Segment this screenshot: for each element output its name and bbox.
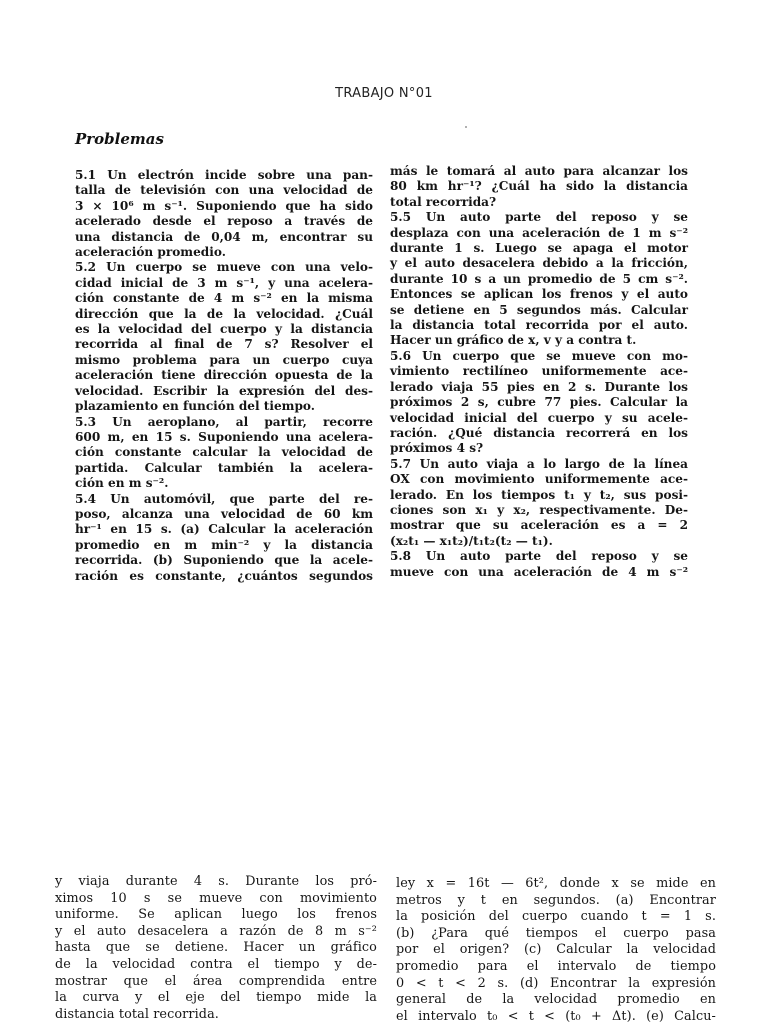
text-line: general de la velocidad promedio en xyxy=(396,992,716,1008)
text-line: 5.4 Un automóvil, que parte del re- xyxy=(75,491,373,506)
text-line: plazamiento en función del tiempo. xyxy=(75,399,315,414)
text-line: y el auto desacelera a razón de 8 m s⁻² xyxy=(55,923,377,939)
text-line: Hacer un gráfico de x, v y a contra t. xyxy=(390,333,637,348)
text-line: de la velocidad contra el tiempo y de- xyxy=(55,956,377,972)
text-line: cidad inicial de 3 m s⁻¹, y una acelera- xyxy=(75,275,373,290)
text-line: vimiento rectilíneo uniformemente ace- xyxy=(390,364,688,379)
text-line: ración es constante, ¿cuántos segundos xyxy=(75,568,373,583)
text-line: 5.3 Un aeroplano, al partir, recorre xyxy=(75,414,373,429)
text-line: poso, alcanza una velocidad de 60 km xyxy=(75,506,373,521)
text-line: 0 < t < 2 s. (d) Encontrar la expresión xyxy=(396,975,716,991)
text-line: aceleración promedio. xyxy=(75,245,226,260)
text-line: ción en m s⁻². xyxy=(75,476,169,491)
text-line: 5.1 Un electrón incide sobre una pan- xyxy=(75,168,373,182)
text-line: desplaza con una aceleración de 1 m s⁻² xyxy=(390,225,688,240)
text-line: mueve con una aceleración de 4 m s⁻² xyxy=(390,564,688,579)
text-line: la curva y el eje del tiempo mide la xyxy=(55,990,377,1006)
text-line: total recorrida? xyxy=(390,194,497,209)
text-line: talla de televisión con una velocidad de xyxy=(75,183,373,198)
text-line: mostrar que el área comprendida entre xyxy=(55,973,377,989)
text-line: lerado viaja 55 pies en 2 s. Durante los xyxy=(390,379,688,394)
text-line: (x₂t₁ — x₁t₂)/t₁t₂(t₂ — t₁). xyxy=(390,533,553,548)
text-line: es la velocidad del cuerpo y la distancia xyxy=(75,322,373,337)
text-line: mostrar que su aceleración es a = 2 xyxy=(390,518,688,533)
text-line: promedio para el intervalo de tiempo xyxy=(396,958,716,974)
text-line: ción constante de 4 m s⁻² en la misma xyxy=(75,291,373,306)
text-line: próximos 4 s? xyxy=(390,441,484,456)
problems-left-column xyxy=(75,168,373,584)
text-line: por el origen? (c) Calcular la velocidad xyxy=(396,942,716,958)
text-line: metros y t en segundos. (a) Encontrar xyxy=(396,892,716,908)
text-line: 80 km hr⁻¹? ¿Cuál ha sido la distancia xyxy=(390,179,688,194)
text-line: se detiene en 5 segundos más. Calcular xyxy=(390,302,688,317)
problem-continuation-left xyxy=(55,874,377,1023)
text-line: próximos 2 s, cubre 77 pies. Calcular la xyxy=(390,395,688,410)
text-line: ración. ¿Qué distancia recorrerá en los xyxy=(390,425,688,440)
text-line: durante 1 s. Luego se apaga el motor xyxy=(390,241,688,256)
text-line: ximos 10 s se mueve con movimiento xyxy=(55,890,377,906)
text-line: 600 m, en 15 s. Suponiendo una acelera- xyxy=(75,429,373,444)
text-line: 5.6 Un cuerpo que se mueve con mo- xyxy=(390,348,688,363)
text-line: uniforme. Se aplican luego los frenos xyxy=(55,907,377,923)
text-line: y viaja durante 4 s. Durante los pró- xyxy=(55,874,377,889)
document-title: TRABAJO N°01 xyxy=(335,86,433,101)
problems-right-column xyxy=(390,164,688,580)
text-line: dirección que la de la velocidad. ¿Cuál xyxy=(75,306,373,321)
text-line: el intervalo t₀ < t < (t₀ + Δt). (e) Calcu- xyxy=(396,1008,716,1024)
text-line: durante 10 s a un promedio de 5 cm s⁻². xyxy=(390,271,688,286)
scan-speck xyxy=(465,126,467,128)
text-line: partida. Calcular también la acelera- xyxy=(75,460,373,475)
text-line: 5.8 Un auto parte del reposo y se xyxy=(390,549,688,564)
text-line: y el auto desacelera debido a la fricción, xyxy=(390,256,688,271)
text-line: promedio en m min⁻² y la distancia xyxy=(75,537,373,552)
text-line: Entonces se aplican los frenos y el auto xyxy=(390,287,688,302)
text-line: velocidad inicial del cuerpo y su acele- xyxy=(390,410,688,425)
text-line: ley x = 16t — 6t², donde x se mide en xyxy=(396,876,716,891)
text-line: velocidad. Escribir la expresión del des- xyxy=(75,383,373,398)
text-line: ción constante calcular la velocidad de xyxy=(75,445,373,460)
text-line: lerado. En los tiempos t₁ y t₂, sus posi- xyxy=(390,487,688,502)
text-line: (b) ¿Para qué tiempos el cuerpo pasa xyxy=(396,925,716,941)
text-line: más le tomará al auto para alcanzar los xyxy=(390,164,688,178)
text-line: la distancia total recorrida por el auto. xyxy=(390,318,688,333)
text-line: 3 × 10⁶ m s⁻¹. Suponiendo que ha sido xyxy=(75,198,373,213)
text-line: recorrida. (b) Suponiendo que la acele- xyxy=(75,553,373,568)
text-line: OX con movimiento uniformemente ace- xyxy=(390,472,688,487)
text-line: acelerado desde el reposo a través de xyxy=(75,214,373,229)
text-line: hasta que se detiene. Hacer un gráfico xyxy=(55,940,377,956)
text-line: una distancia de 0,04 m, encontrar su xyxy=(75,229,373,244)
text-line: 5.5 Un auto parte del reposo y se xyxy=(390,210,688,225)
text-line: 5.7 Un auto viaja a lo largo de la línea xyxy=(390,456,688,471)
text-line: aceleración tiene dirección opuesta de la xyxy=(75,368,373,383)
text-line: ciones son x₁ y x₂, respectivamente. De- xyxy=(390,502,688,517)
problem-continuation-right xyxy=(396,876,716,1025)
section-heading: Problemas xyxy=(75,130,164,148)
text-line: hr⁻¹ en 15 s. (a) Calcular la aceleración xyxy=(75,522,373,537)
text-line: recorrida al final de 7 s? Resolver el xyxy=(75,337,373,352)
text-line: mismo problema para un cuerpo cuya xyxy=(75,352,373,367)
text-line: distancia total recorrida. xyxy=(55,1006,219,1022)
text-line: la posición del cuerpo cuando t = 1 s. xyxy=(396,909,716,925)
text-line: 5.2 Un cuerpo se mueve con una velo- xyxy=(75,260,373,275)
